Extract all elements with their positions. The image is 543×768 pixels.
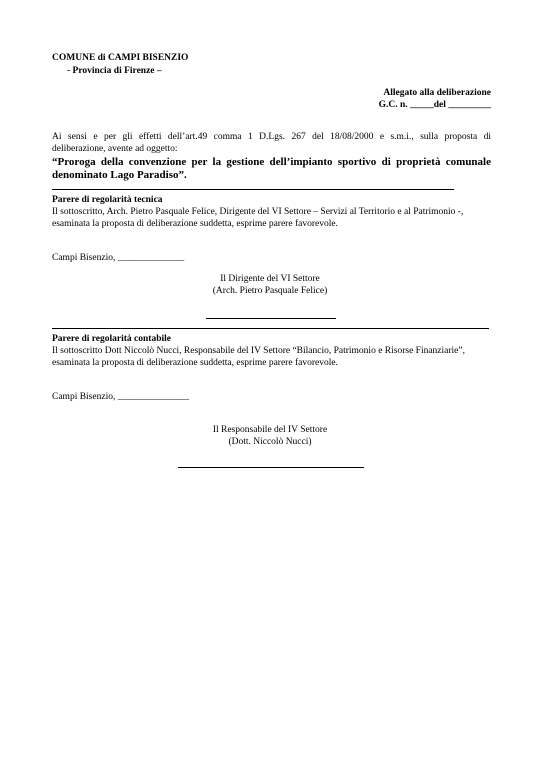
comune-name: COMUNE di CAMPI BISENZIO bbox=[52, 53, 189, 63]
oggetto-line-2: denominato Lago Paradiso”. bbox=[52, 169, 187, 181]
tecnica-signer-role: Il Dirigente del VI Settore bbox=[220, 274, 320, 284]
contabile-signature-line bbox=[178, 467, 364, 468]
section-divider-top bbox=[52, 189, 454, 190]
tecnica-place-date: Campi Bisenzio, ______________ bbox=[52, 253, 185, 263]
contabile-signer-role: Il Responsabile del IV Settore bbox=[212, 425, 328, 435]
oggetto-line-1: “Proroga della convenzione per la gestione dell’impianto sportivo di proprietà comunale bbox=[52, 156, 491, 168]
gc-reference: G.C. n. _____del _________ bbox=[378, 100, 491, 110]
allegato-label: Allegato alla deliberazione bbox=[383, 88, 491, 98]
provincia-name: - Provincia di Firenze – bbox=[67, 66, 162, 76]
intro-line-1: Ai sensi e per gli effetti dell’art.49 comma 1 D.Lgs. 267 del 18/08/2000 e s.m.i., sulla proposta di bbox=[52, 132, 491, 142]
intro-line-2: deliberazione, avente ad oggetto: bbox=[52, 144, 178, 154]
tecnica-signature-line bbox=[206, 318, 336, 319]
tecnica-heading: Parere di regolarità tecnica bbox=[52, 195, 163, 205]
tecnica-body-line-2: esaminata la proposta di deliberazione suddetta, esprime parere favorevole. bbox=[52, 219, 338, 229]
tecnica-body-line-1: Il sottoscritto, Arch. Pietro Pasquale Felice, Dirigente del VI Settore – Servizi al Territorio e al Patrimonio -, bbox=[52, 207, 464, 217]
tecnica-signer-name: (Arch. Pietro Pasquale Felice) bbox=[212, 286, 328, 296]
contabile-signer-name: (Dott. Niccolò Nucci) bbox=[228, 437, 312, 447]
contabile-heading: Parere di regolarità contabile bbox=[52, 334, 171, 344]
contabile-body-line-2: esaminata la proposta di deliberazione suddetta, esprime parere favorevole. bbox=[52, 358, 338, 368]
contabile-body-line-1: Il sottoscritto Dott Niccolò Nucci, Responsabile del IV Settore “Bilancio, Patrimonio e Risorse Finanziarie”, bbox=[52, 346, 465, 356]
contabile-place-date: Campi Bisenzio, _______________ bbox=[52, 392, 189, 402]
section-divider-middle bbox=[52, 328, 489, 329]
